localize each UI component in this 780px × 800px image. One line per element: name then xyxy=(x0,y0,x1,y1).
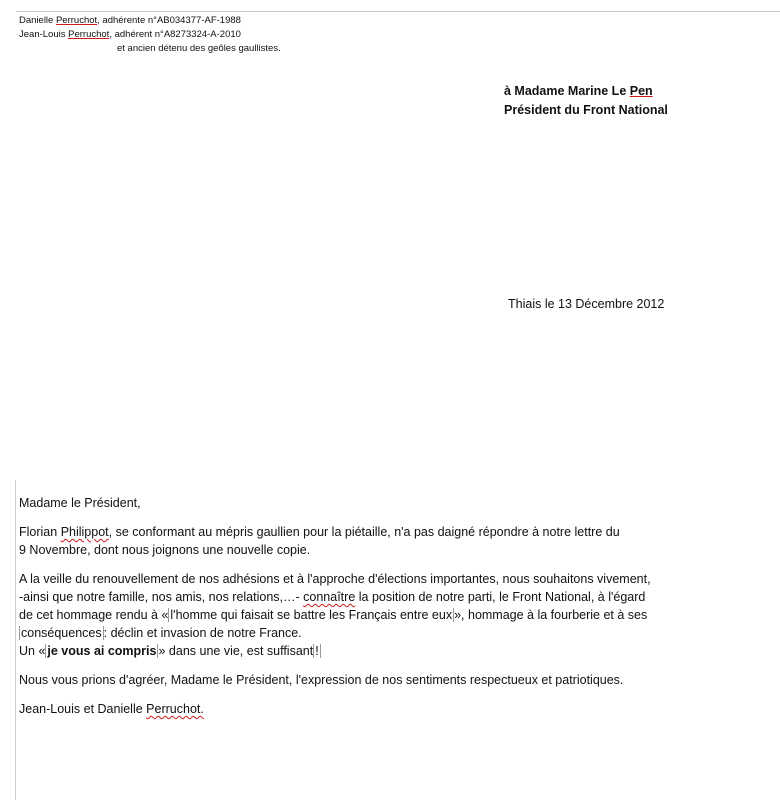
recipient-title: à Madame Marine Le xyxy=(504,84,630,98)
paragraph-1 xyxy=(19,523,779,559)
p2-line-3a: de cet hommage rendu à « xyxy=(19,608,169,622)
p2-line-1: A la veille du renouvellement de nos adhésions et à l'approche d'élections importantes, nous souhaitons vivement, xyxy=(19,572,651,586)
sender-1-surname: Perruchot xyxy=(55,15,98,26)
sender-2-surname: Perruchot xyxy=(68,29,110,40)
p2-line-4a: conséquences xyxy=(21,626,102,640)
p2-line-2b: la position de notre parti, le Front National, à l'égard xyxy=(355,590,646,604)
recipient-line-1 xyxy=(504,82,668,101)
sender-line-3: et ancien détenu des geôles gaullistes. xyxy=(117,43,281,54)
signature-surname: Perruchot. xyxy=(146,702,204,716)
sender-line-2 xyxy=(19,28,281,42)
p2-line-5c: ! xyxy=(315,644,319,658)
sender-2-firstname: Jean-Louis xyxy=(19,29,69,40)
salutation: Madame le Président, xyxy=(19,496,141,510)
sender-2-membership: , adhérent n°A8273324-A-2010 xyxy=(109,29,241,40)
p1-text-a: Florian xyxy=(19,525,61,539)
p2-quote-2: je vous ai compris xyxy=(47,644,157,658)
p2-quote-1: l'homme qui faisait se battre les Français entre eux xyxy=(170,608,453,622)
signature-names: Jean-Louis et Danielle xyxy=(19,702,147,716)
recipient-line-2: Président du Front National xyxy=(504,103,668,117)
sender-line-1 xyxy=(19,14,281,28)
place-and-date: Thiais le 13 Décembre 2012 xyxy=(508,297,665,311)
letter-body xyxy=(19,494,779,729)
p1-text-b: , se conformant au mépris gaullien pour la piétaille, n'a pas daigné répondre à notre lettre du xyxy=(108,525,620,539)
p2-line-5a: Un « xyxy=(19,644,46,658)
p1-name-philippot: Philippot xyxy=(60,525,109,539)
sender-1-firstname: Danielle xyxy=(19,15,56,26)
p2-word-connaitre: connaître xyxy=(303,590,356,604)
recipient-surname: Pen xyxy=(629,84,653,98)
page-left-border xyxy=(15,480,16,800)
p1-text-c: 9 Novembre, dont nous joignons une nouvelle copie. xyxy=(19,543,311,557)
p2-line-5b: » dans une vie, est suffisant xyxy=(158,644,314,658)
paragraph-2 xyxy=(19,570,779,660)
page-top-border xyxy=(16,11,780,12)
p2-line-3b: », hommage à la fourberie et à ses xyxy=(454,608,648,622)
signature xyxy=(19,700,779,718)
p2-line-4b: : déclin et invasion de notre France. xyxy=(103,626,302,640)
sender-block xyxy=(19,14,281,56)
closing-formula: Nous vous prions d'agréer, Madame le Président, l'expression de nos sentiments respectueux et patriotiques. xyxy=(19,673,624,687)
sender-1-membership: , adhérente n°AB034377-AF-1988 xyxy=(97,15,241,26)
p2-line-2a: -ainsi que notre famille, nos amis, nos relations,…- xyxy=(19,590,304,604)
recipient-block xyxy=(504,82,668,120)
